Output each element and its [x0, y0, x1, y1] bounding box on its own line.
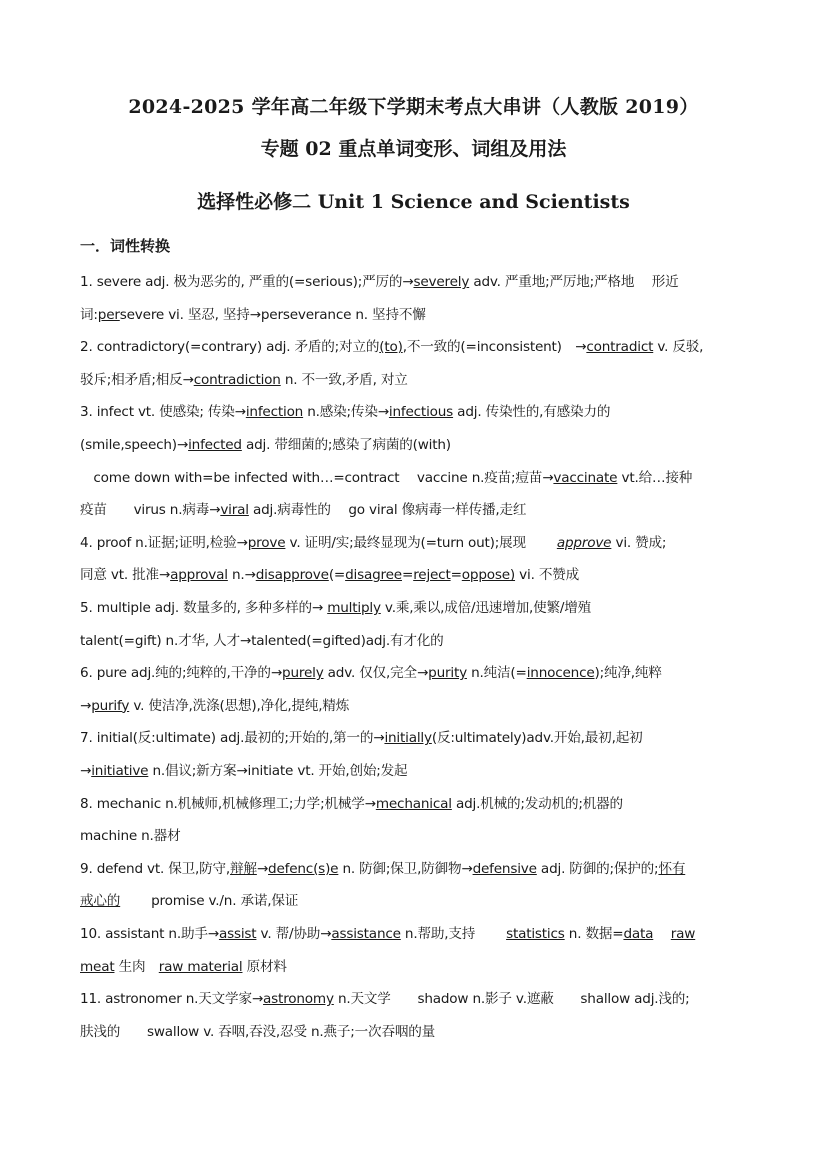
text-line [80, 824, 750, 844]
text-line [80, 726, 750, 746]
underlined-term: viral [220, 502, 249, 519]
text-segment: v. 证明/实;最终显现为(=turn out);展现 [285, 534, 557, 551]
underlined-term: defensive [472, 860, 537, 877]
underlined-term: infected [188, 437, 242, 453]
text-segment: 10. assistant n.助手→ [80, 926, 219, 942]
underlined-term: multiply [327, 600, 381, 616]
text-segment: = [401, 567, 414, 584]
text-line [80, 1020, 750, 1040]
underlined-term: meat [80, 958, 115, 975]
text-segment [653, 926, 671, 942]
underlined-term: infectious [388, 404, 454, 421]
text-segment: severe vi. 坚忍, 坚持→perseverance n. 坚持不懈 [119, 306, 426, 323]
text-line [80, 955, 750, 975]
text-segment: ,不一致的(=inconsistent) → [402, 339, 587, 356]
text-segment: (反:ultimately)adv.开始,最初,起初 [431, 730, 643, 747]
text-segment: vi. 赞成; [611, 534, 667, 551]
underlined-term: purely [282, 665, 324, 682]
section-heading: 一．词性转换 [80, 237, 171, 255]
underlined-term: approval [170, 567, 228, 584]
underlined-term: defenc(s)e [268, 860, 339, 877]
text-segment: vt.给…接种 [617, 469, 693, 486]
topic-subtitle: 专题 02 重点单词变形、词组及用法 [260, 138, 567, 160]
underlined-term: assist [218, 926, 257, 942]
text-segment: → [80, 763, 92, 779]
text-line [80, 368, 750, 388]
text-line [80, 661, 750, 681]
text-segment: 原材料 [242, 958, 287, 975]
text-segment: 5. multiple adj. 数量多的, 多种多样的→ [80, 600, 328, 616]
text-segment: 2. contradictory(=contrary) adj. 矛盾的;对立的 [80, 339, 380, 356]
underlined-term: disapprove [255, 567, 329, 584]
text-segment: → [256, 860, 269, 877]
text-segment: 8. mechanic n.机械师,机械修理工;力学;机械学→ [80, 795, 376, 812]
underlined-term: raw [670, 926, 696, 942]
underlined-term: initially [384, 730, 432, 747]
text-line [80, 498, 750, 518]
text-segment: n.感染;传染→ [303, 404, 389, 421]
text-segment: 词: [80, 306, 98, 323]
text-line [80, 400, 750, 420]
underlined-term: mechanical [375, 795, 452, 812]
text-segment: adv. 仅仅,完全→ [323, 665, 429, 682]
text-segment: n.纯洁(= [466, 665, 527, 682]
underlined-term: vaccinate [553, 469, 618, 486]
text-line [80, 922, 750, 942]
text-segment: promise v./n. 承诺,保证 [120, 893, 299, 910]
text-segment: adj. 传染性的,有感染力的 [453, 404, 611, 421]
underlined-term: prove [247, 534, 286, 551]
text-segment: v.乘,乘以,成倍/迅速增加,使繁/增殖 [380, 600, 592, 616]
underlined-term: 辩解 [230, 860, 257, 877]
text-line [80, 563, 750, 583]
text-line [80, 694, 750, 714]
text-line [80, 857, 750, 877]
unit-heading: 选择性必修二 Unit 1 Science and Scientists [197, 191, 630, 213]
text-segment: 11. astronomer n.天文学家→ [80, 991, 264, 1008]
text-segment: adj. 防御的;保护的; [536, 860, 659, 877]
document-title: 2024-2025 学年高二年级下学期末考点大串讲（人教版 2019） [128, 96, 699, 118]
underlined-term: approve [556, 534, 612, 551]
underlined-term: oppose) [461, 567, 516, 584]
text-segment: = [450, 567, 462, 584]
text-segment: 肤浅的 swallow v. 吞咽,吞没,忍受 n.燕子;一次吞咽的量 [80, 1023, 436, 1040]
text-segment: 疫苗 virus n.病毒→ [80, 502, 221, 519]
text-segment: machine n.器材 [80, 828, 181, 845]
text-line [80, 759, 750, 779]
text-segment: vi. 不赞成 [515, 567, 580, 584]
text-segment: adj. 带细菌的;感染了病菌的(with) [241, 437, 451, 453]
underlined-term: assistance [331, 926, 401, 942]
text-segment: v. 帮/协助→ [256, 926, 332, 942]
text-segment: adv. 严重地;严厉地;严格地 形近 [469, 274, 679, 290]
text-segment: 3. infect vt. 使感染; 传染→ [80, 404, 246, 421]
text-line [80, 596, 750, 616]
underlined-term: raw material [158, 958, 243, 975]
text-segment: 7. initial(反:ultimate) adj.最初的;开始的,第一的→ [80, 730, 385, 747]
text-segment: → [80, 697, 92, 714]
text-segment: come down with=be infected with…=contract vaccine n.疫苗;痘苗→ [80, 469, 554, 486]
underlined-term: initiative [91, 763, 149, 779]
text-segment: 9. defend vt. 保卫,防守, [80, 860, 231, 877]
underlined-term: severely [413, 274, 470, 290]
underlined-term: innocence [526, 665, 595, 682]
underlined-term: astronomy [263, 991, 334, 1008]
underlined-term: statistics [506, 926, 565, 942]
text-line [80, 531, 750, 551]
text-line [80, 987, 750, 1007]
text-segment: 1. severe adj. 极为恶劣的, 严重的(=serious);严厉的→ [80, 274, 414, 290]
underlined-term: purify [91, 697, 130, 714]
text-line [80, 433, 750, 453]
text-segment: talent(=gift) n.才华, 人才→talented(=gifted)adj.有才化的 [80, 632, 444, 649]
underlined-term: contradiction [193, 371, 281, 388]
underlined-term: (to) [379, 339, 403, 356]
text-line [80, 466, 750, 486]
text-segment: 驳斥;相矛盾;相反→ [80, 371, 194, 388]
text-segment: n. 防御;保卫,防御物→ [338, 860, 473, 877]
underlined-term: purity [428, 665, 467, 682]
text-segment: adj.病毒性的 go viral 像病毒一样传播,走红 [248, 502, 527, 519]
text-segment: (smile,speech)→ [80, 437, 189, 453]
text-segment: n.天文学 shadow n.影子 v.遮蔽 shallow adj.浅的; [333, 991, 690, 1008]
text-segment: adj.机械的;发动机的;机器的 [451, 795, 623, 812]
text-segment: 6. pure adj.纯的;纯粹的,干净的→ [80, 665, 283, 682]
text-segment: );纯净,纯粹 [594, 665, 662, 682]
text-line [80, 889, 750, 909]
text-segment: v. 反驳, [653, 339, 704, 356]
underlined-term: data [623, 926, 654, 942]
text-segment: (= [328, 567, 346, 584]
text-segment: 生肉 [114, 958, 159, 975]
text-line [80, 303, 750, 323]
text-line [80, 335, 750, 355]
text-segment: n. 不一致,矛盾, 对立 [280, 371, 408, 388]
underlined-term: 怀有 [658, 860, 686, 877]
underlined-term: per [97, 306, 120, 323]
text-segment: 4. proof n.证据;证明,检验→ [80, 534, 248, 551]
text-segment: 同意 vt. 批准→ [80, 567, 171, 584]
underlined-term: infection [245, 404, 304, 421]
text-line [80, 792, 750, 812]
text-segment: n.倡议;新方案→initiate vt. 开始,创始;发起 [148, 763, 408, 779]
underlined-term: reject [413, 567, 451, 584]
underlined-term: contradict [586, 339, 654, 356]
text-segment: n.→ [227, 567, 256, 584]
text-segment: n.帮助,支持 [400, 926, 507, 942]
text-segment: n. 数据= [564, 926, 624, 942]
text-line [80, 270, 750, 290]
underlined-term: disagree [345, 567, 402, 584]
underlined-term: 戒心的 [80, 893, 121, 910]
text-segment: v. 使洁净,洗涤(思想),净化,提纯,精炼 [129, 697, 350, 714]
text-line [80, 629, 750, 649]
